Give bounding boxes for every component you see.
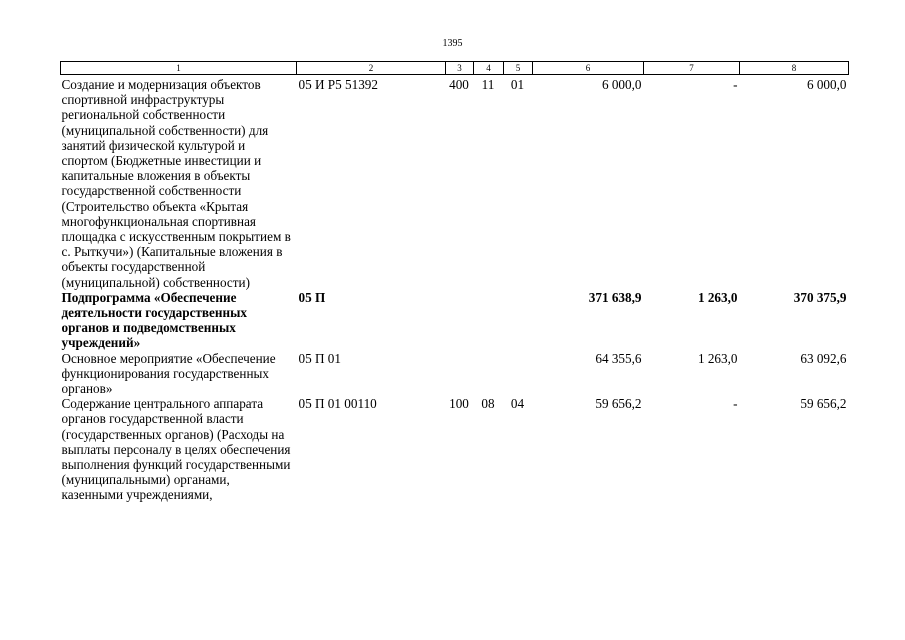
row-c3 [446,351,474,397]
row-c4: 11 [481,77,495,92]
column-number: 2 [297,62,446,75]
row-c3: 100 [449,396,469,412]
row-code: 05 И Р5 51392 [298,77,378,92]
row-code: 05 П [298,289,326,305]
row-code: 05 П 01 00110 [298,396,377,412]
row-name: Создание и модернизация объектов спортивной инфраструктуры региональной собственности (муниципальной собственности) для занятий физической культурой и спортом (Бюджетные инвестиции и капитальные вложения в объекты государственной собственности (Строительство объекта «Крытая многофункциональная спортивная площадка с искусственным покрытием в с. Рыткучи») (Капитальные вложения в объекты государственной (муниципальной) собственности) [61,77,291,290]
row-amount-result: 370 375,9 [793,289,847,305]
row-c5: 01 [510,77,525,92]
table-row [61,351,849,397]
table-row [61,75,849,290]
table-row [61,290,849,351]
row-c3 [446,290,474,351]
row-name: Подпрограмма «Обеспечение деятельности государственных органов и подведомственных учреждений» [61,289,247,351]
row-code: 05 П 01 [298,350,341,366]
row-c4 [474,351,504,397]
budget-table [60,61,849,503]
row-amount-change: 1 263,0 [697,350,738,366]
row-c3: 400 [449,77,469,92]
row-amount-result: 59 656,2 [800,396,847,412]
table-row [61,396,849,502]
row-amount-change: - [733,396,738,412]
row-c4: 08 [481,396,495,412]
column-number-row [61,62,849,75]
row-c5 [504,290,533,351]
column-number: 7 [644,62,740,75]
column-number: 3 [446,62,474,75]
row-name: Основное мероприятие «Обеспечение функционирования государственных органов» [61,350,276,397]
column-number: 4 [474,62,504,75]
column-number: 5 [504,62,533,75]
row-amount-total: 6 000,0 [601,77,642,92]
row-amount-total: 59 656,2 [595,396,642,412]
row-amount-result: 63 092,6 [800,350,847,366]
row-c4 [474,290,504,351]
row-c5: 04 [510,396,525,412]
column-number: 1 [61,62,297,75]
column-number: 8 [740,62,849,75]
row-amount-total: 371 638,9 [588,289,642,305]
row-amount-change: 1 263,0 [697,289,738,305]
page-number: 1395 [442,38,463,49]
row-amount-result: 6 000,0 [806,77,847,92]
row-c5 [504,351,533,397]
row-name: Содержание центрального аппарата органов государственной власти (государственных органов) (Расходы на выплаты персоналу в целях обеспечения выполнения функций государственными (муниципальными) органами, казенными учреждениями, [61,396,291,503]
column-number: 6 [533,62,644,75]
row-amount-change: - [733,77,738,92]
row-amount-total: 64 355,6 [595,350,642,366]
